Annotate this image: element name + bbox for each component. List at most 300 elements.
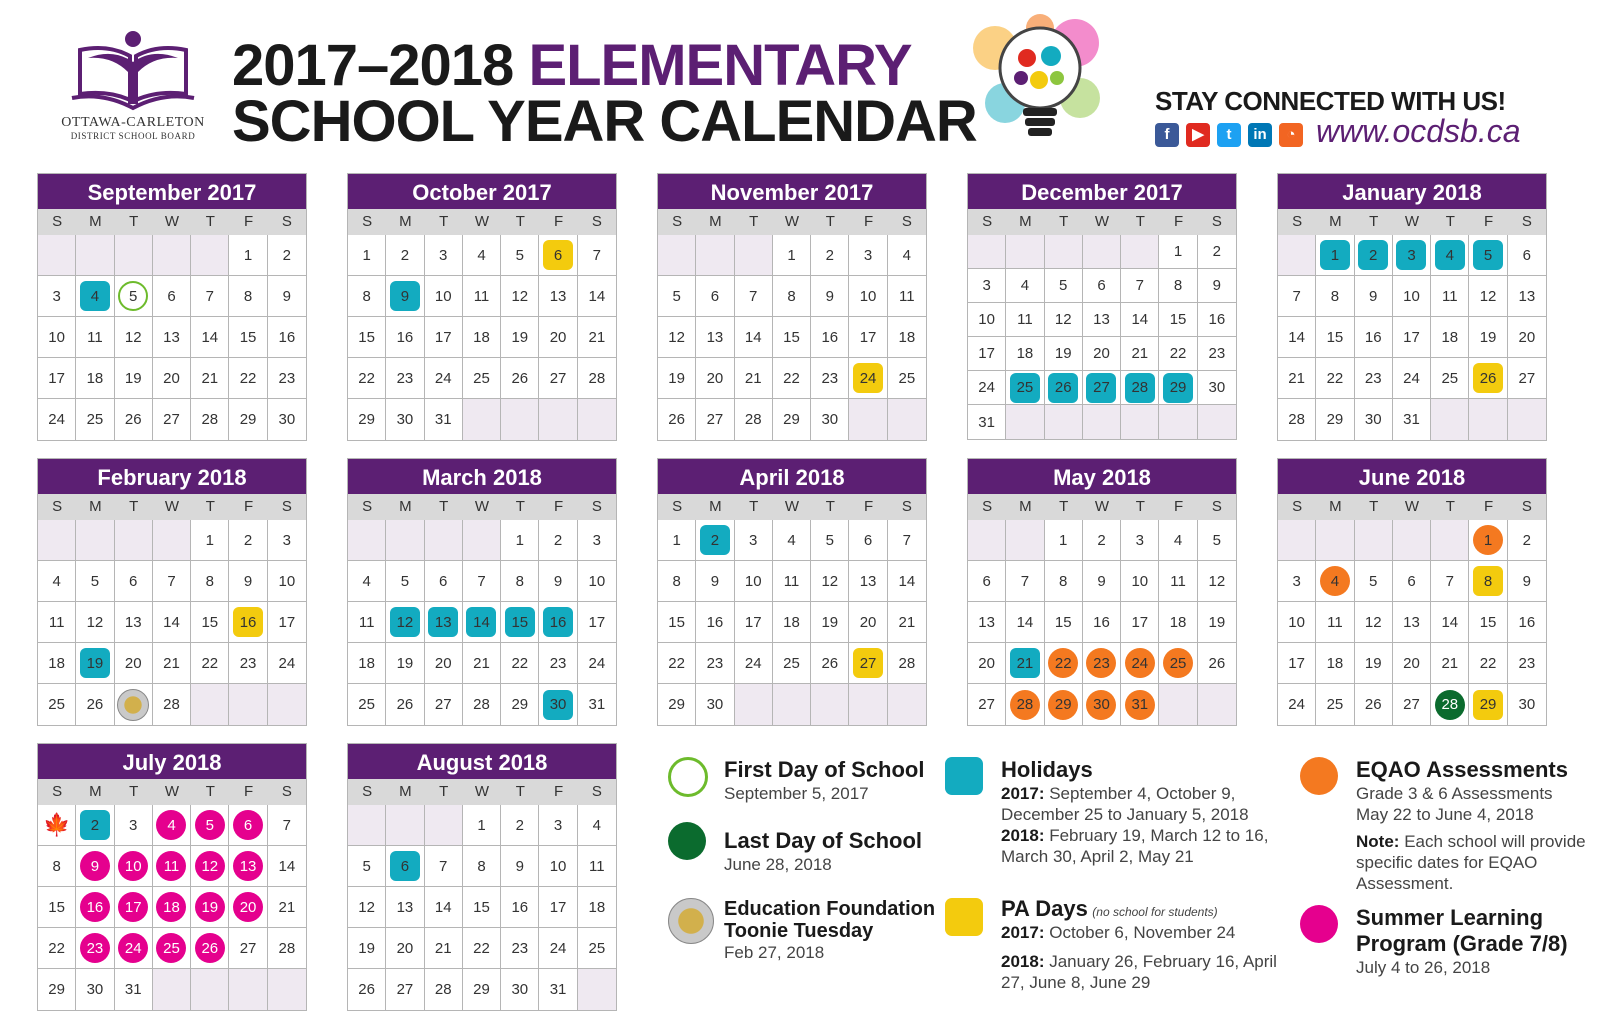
day-grid [968,520,1236,725]
legend-eqao-text2: May 22 to June 4, 2018 [1356,805,1534,824]
day-cell: 18 [1006,337,1044,371]
day-cell: 9 [1355,276,1393,317]
weekday-label: F [1173,498,1184,515]
day-cell [1469,684,1507,725]
day-cell: 4 [38,561,76,602]
day-cell: 7 [425,846,463,887]
day-cell: 15 [191,602,229,643]
day-cell: 15 [348,317,386,358]
day-cell: 12 [1045,303,1083,337]
holiday-day-marker: 28 [1125,373,1155,403]
day-cell [229,846,267,887]
day-cell: 20 [1083,337,1121,371]
empty-day-cell [38,235,76,276]
day-cell: 5 [501,235,539,276]
page-title [232,33,977,154]
empty-day-cell [501,399,539,440]
day-cell: 23 [811,358,849,399]
day-cell: 30 [811,399,849,440]
day-grid [968,235,1236,439]
day-cell: 12 [1469,276,1507,317]
day-cell: 17 [1121,602,1159,643]
day-cell: 15 [38,887,76,928]
day-cell: 11 [1431,276,1469,317]
day-cell [229,887,267,928]
empty-day-cell [1198,405,1236,439]
empty-day-cell [658,235,696,276]
day-cell: 27 [696,399,734,440]
month-march-2018 [347,458,617,726]
month-october-2017 [347,173,617,441]
empty-day-cell [1045,405,1083,439]
empty-day-cell [1121,405,1159,439]
day-cell [153,846,191,887]
weekday-header [658,494,926,520]
summer-day-marker: 20 [233,892,263,922]
day-grid [348,520,616,725]
month-february-2018 [37,458,307,726]
day-cell: 11 [773,561,811,602]
day-cell: 14 [888,561,926,602]
weekday-label: S [281,213,292,230]
day-cell: 18 [463,317,501,358]
day-cell: 13 [1083,303,1121,337]
weekday-label: W [784,213,800,230]
weekday-label: S [1211,498,1222,515]
weekday-label: T [129,498,139,515]
summer-day-marker: 23 [80,933,110,963]
day-cell: 25 [1316,684,1354,725]
day-cell: 6 [849,520,887,561]
month-title: December 2017 [968,174,1236,209]
weekday-label: T [129,213,139,230]
weekday-label: W [1404,213,1420,230]
day-cell: 8 [1316,276,1354,317]
empty-day-cell [1006,235,1044,269]
day-cell: 3 [1121,520,1159,561]
day-cell: 27 [1393,684,1431,725]
empty-day-cell [386,520,424,561]
day-cell [386,602,424,643]
day-cell: 23 [1508,643,1546,684]
empty-day-cell [1355,520,1393,561]
day-cell: 18 [1316,643,1354,684]
eqao-day-marker: 24 [1125,648,1155,678]
day-cell: 26 [1355,684,1393,725]
day-cell: 11 [463,276,501,317]
eqao-note-label: Note: [1356,832,1400,851]
empty-day-cell [1006,520,1044,561]
day-grid [1278,235,1546,440]
day-cell: 3 [968,269,1006,303]
empty-day-cell [1159,405,1197,439]
day-cell: 16 [1083,602,1121,643]
twitter-icon[interactable]: t [1217,123,1241,147]
legend-last-day-text: June 28, 2018 [724,855,832,874]
weekday-label: T [439,783,449,800]
holiday-day-marker: 30 [543,690,573,720]
day-cell: 26 [811,643,849,684]
legend-pa-2018 [1001,951,1281,993]
day-cell [115,928,153,969]
day-cell: 26 [1198,643,1236,684]
day-cell: 6 [425,561,463,602]
month-december-2017 [967,173,1237,440]
day-cell [76,928,114,969]
holiday-day-marker: 6 [390,851,420,881]
empty-day-cell [1159,684,1197,725]
day-cell: 8 [348,276,386,317]
day-cell: 27 [386,969,424,1010]
eqao-day-marker: 28 [1010,690,1040,720]
day-cell [76,846,114,887]
weekday-label: W [784,498,800,515]
day-cell [849,643,887,684]
day-cell: 18 [38,643,76,684]
day-cell [1469,235,1507,276]
day-cell: 14 [578,276,616,317]
day-cell [1431,684,1469,725]
weekday-label: F [1173,213,1184,230]
facebook-icon[interactable]: f [1155,123,1179,147]
empty-day-cell [968,520,1006,561]
weekday-label: S [901,498,912,515]
day-cell: 17 [849,317,887,358]
day-cell: 20 [153,358,191,399]
day-cell: 6 [968,561,1006,602]
stay-connected-heading: STAY CONNECTED WITH US! [1155,86,1506,116]
day-cell: 14 [153,602,191,643]
day-cell: 30 [696,684,734,725]
linkedin-icon[interactable]: in [1248,123,1272,147]
weekday-label: T [439,213,449,230]
empty-day-cell [348,520,386,561]
eqao-day-marker: 30 [1086,690,1116,720]
summer-day-marker: 11 [156,851,186,881]
day-cell [1006,684,1044,725]
day-cell: 19 [348,928,386,969]
day-cell: 3 [1278,561,1316,602]
day-cell: 3 [735,520,773,561]
holiday-day-marker: 3 [1396,240,1426,270]
day-cell: 14 [1006,602,1044,643]
empty-day-cell [463,520,501,561]
day-cell: 23 [501,928,539,969]
day-cell: 16 [1508,602,1546,643]
day-cell: 15 [1045,602,1083,643]
weekday-header [38,209,306,235]
holiday-day-marker: 2 [1358,240,1388,270]
title-years: 2017–2018 [232,33,514,98]
day-cell: 23 [696,643,734,684]
day-cell: 12 [658,317,696,358]
day-cell: 22 [229,358,267,399]
weekday-label: M [89,213,102,230]
day-cell: 16 [501,887,539,928]
day-cell: 24 [735,643,773,684]
day-cell: 18 [578,887,616,928]
day-cell: 28 [463,684,501,725]
day-grid [348,235,616,440]
weekday-label: T [1369,498,1379,515]
day-cell: 31 [1393,399,1431,440]
holiday-day-marker: 14 [466,607,496,637]
day-cell: 21 [191,358,229,399]
day-cell: 17 [735,602,773,643]
day-cell: 12 [501,276,539,317]
empty-day-cell [1316,520,1354,561]
day-cell: 10 [1278,602,1316,643]
weekday-header [38,779,306,805]
day-cell [1045,643,1083,684]
day-cell [1083,684,1121,725]
weekday-label: S [362,783,373,800]
empty-day-cell [115,235,153,276]
legend-eqao-title: EQAO Assessments [1356,757,1568,782]
weekday-label: S [362,498,373,515]
legend-holidays-title: Holidays [1001,757,1093,782]
summer-day-marker: 18 [156,892,186,922]
day-cell: 19 [1198,602,1236,643]
day-cell: 15 [658,602,696,643]
holiday-day-marker: 27 [1086,373,1116,403]
day-cell: 30 [1508,684,1546,725]
month-title: July 2018 [38,744,306,779]
month-title: February 2018 [38,459,306,494]
weekday-label: T [439,498,449,515]
day-cell: 24 [425,358,463,399]
day-cell: 4 [463,235,501,276]
day-cell: 26 [115,399,153,440]
weekday-label: F [243,498,254,515]
day-cell: 1 [1159,235,1197,269]
day-cell: 11 [888,276,926,317]
month-may-2018 [967,458,1237,726]
day-cell: 2 [539,520,577,561]
rss-icon[interactable]: ◔ [1279,123,1303,147]
day-cell: 12 [115,317,153,358]
weekday-label: F [553,213,564,230]
day-cell [1469,561,1507,602]
day-cell: 24 [1393,358,1431,399]
day-cell: 12 [76,602,114,643]
day-cell: 25 [578,928,616,969]
day-cell: 5 [76,561,114,602]
weekday-header [658,209,926,235]
day-cell [1431,235,1469,276]
day-cell [539,235,577,276]
day-cell: 13 [386,887,424,928]
day-cell: 19 [1045,337,1083,371]
weekday-label: W [474,213,490,230]
day-cell: 18 [773,602,811,643]
empty-day-cell [425,805,463,846]
weekday-label: M [399,498,412,515]
month-november-2017 [657,173,927,441]
weekday-label: M [1019,498,1032,515]
day-cell: 30 [1355,399,1393,440]
day-cell: 14 [735,317,773,358]
day-cell: 31 [578,684,616,725]
weekday-label: M [89,783,102,800]
holiday-day-marker: 5 [1473,240,1503,270]
day-cell: 15 [1316,317,1354,358]
holiday-day-marker: 16 [543,607,573,637]
day-cell: 16 [386,317,424,358]
youtube-icon[interactable]: ▶ [1186,123,1210,147]
board-name: OTTAWA-CARLETON [61,115,205,130]
day-cell: 9 [229,561,267,602]
weekday-label: S [591,213,602,230]
day-cell: 6 [1393,561,1431,602]
day-cell: 5 [811,520,849,561]
empty-day-cell [191,684,229,725]
day-cell: 14 [1121,303,1159,337]
day-grid [38,805,306,1010]
day-cell: 24 [539,928,577,969]
day-cell: 28 [888,643,926,684]
day-cell: 16 [811,317,849,358]
holiday-day-marker: 1 [1320,240,1350,270]
weekday-label: S [52,213,63,230]
day-cell: 21 [1121,337,1159,371]
weekday-label: T [749,213,759,230]
day-cell: 23 [268,358,306,399]
legend-toonie-title-2: Toonie Tuesday [724,920,874,942]
weekday-label: W [474,498,490,515]
day-cell: 11 [578,846,616,887]
day-cell: 23 [1355,358,1393,399]
day-cell: 30 [501,969,539,1010]
day-cell [1469,520,1507,561]
day-cell: 22 [1316,358,1354,399]
empty-day-cell [425,520,463,561]
summer-day-marker: 4 [156,810,186,840]
weekday-label: S [672,498,683,515]
weekday-label: T [825,498,835,515]
day-cell [501,602,539,643]
holiday-day-marker: 29 [1163,373,1193,403]
eqao-day-marker: 22 [1048,648,1078,678]
summer-day-marker: 26 [195,933,225,963]
day-cell: 10 [968,303,1006,337]
first-day-marker: 5 [118,281,148,311]
pa-2017-label: 2017: [1001,923,1045,942]
day-cell [191,805,229,846]
weekday-label: M [1329,498,1342,515]
empty-day-cell [386,805,424,846]
eqao-day-marker: 23 [1086,648,1116,678]
day-cell [76,643,114,684]
empty-day-cell [191,235,229,276]
day-cell: 20 [849,602,887,643]
day-cell: 29 [38,969,76,1010]
last-day-marker: 28 [1435,690,1465,720]
day-cell: 14 [1431,602,1469,643]
day-cell: 1 [463,805,501,846]
eqao-note-text: Each school will provide specific dates for EQAO Assessment. [1356,832,1586,893]
day-cell: 15 [1159,303,1197,337]
legend-summer-text: July 4 to 26, 2018 [1356,958,1491,977]
day-cell: 19 [115,358,153,399]
day-cell: 7 [191,276,229,317]
social-icons [1155,123,1303,147]
weekday-label: M [1329,213,1342,230]
empty-day-cell [849,399,887,440]
pa-day-marker: 29 [1473,690,1503,720]
maple-leaf-icon: 🍁 [42,812,71,837]
day-cell: 18 [888,317,926,358]
day-cell: 2 [811,235,849,276]
day-cell [191,928,229,969]
day-cell: 16 [1355,317,1393,358]
day-cell: 11 [38,602,76,643]
empty-day-cell [229,684,267,725]
day-cell: 27 [539,358,577,399]
day-cell: 6 [696,276,734,317]
empty-day-cell [1121,235,1159,269]
holiday-square-icon [945,757,983,795]
day-cell: 22 [348,358,386,399]
day-cell: 13 [539,276,577,317]
pa-day-marker: 8 [1473,566,1503,596]
day-cell: 20 [386,928,424,969]
summer-day-marker: 13 [233,851,263,881]
day-cell [115,846,153,887]
day-cell: 2 [501,805,539,846]
day-cell: 17 [539,887,577,928]
day-cell: 23 [539,643,577,684]
day-cell: 8 [191,561,229,602]
month-title: October 2017 [348,174,616,209]
empty-day-cell [1045,235,1083,269]
canada-day-cell [38,805,76,846]
day-cell: 28 [191,399,229,440]
day-cell: 22 [1159,337,1197,371]
weekday-label: S [901,213,912,230]
day-cell [229,602,267,643]
day-cell: 19 [811,602,849,643]
day-cell: 22 [463,928,501,969]
day-cell: 25 [1431,358,1469,399]
day-grid [38,235,306,440]
weekday-label: S [52,498,63,515]
empty-day-cell [888,399,926,440]
day-cell: 13 [153,317,191,358]
day-cell: 27 [229,928,267,969]
weekday-label: S [362,213,373,230]
day-cell [115,684,153,725]
day-cell: 29 [773,399,811,440]
day-cell: 4 [773,520,811,561]
holiday-day-marker: 19 [80,648,110,678]
day-cell: 23 [386,358,424,399]
day-cell: 13 [115,602,153,643]
board-subtitle: DISTRICT SCHOOL BOARD [70,131,196,141]
website-link[interactable]: www.ocdsb.ca [1316,113,1521,149]
weekday-label: S [591,498,602,515]
weekday-label: M [1019,213,1032,230]
pa-day-marker: 27 [853,648,883,678]
day-cell: 7 [153,561,191,602]
day-cell: 3 [578,520,616,561]
day-cell [1006,643,1044,684]
day-cell: 12 [811,561,849,602]
day-cell: 7 [268,805,306,846]
empty-day-cell [849,684,887,725]
weekday-label: M [399,783,412,800]
legend-last-day-title: Last Day of School [724,828,923,853]
